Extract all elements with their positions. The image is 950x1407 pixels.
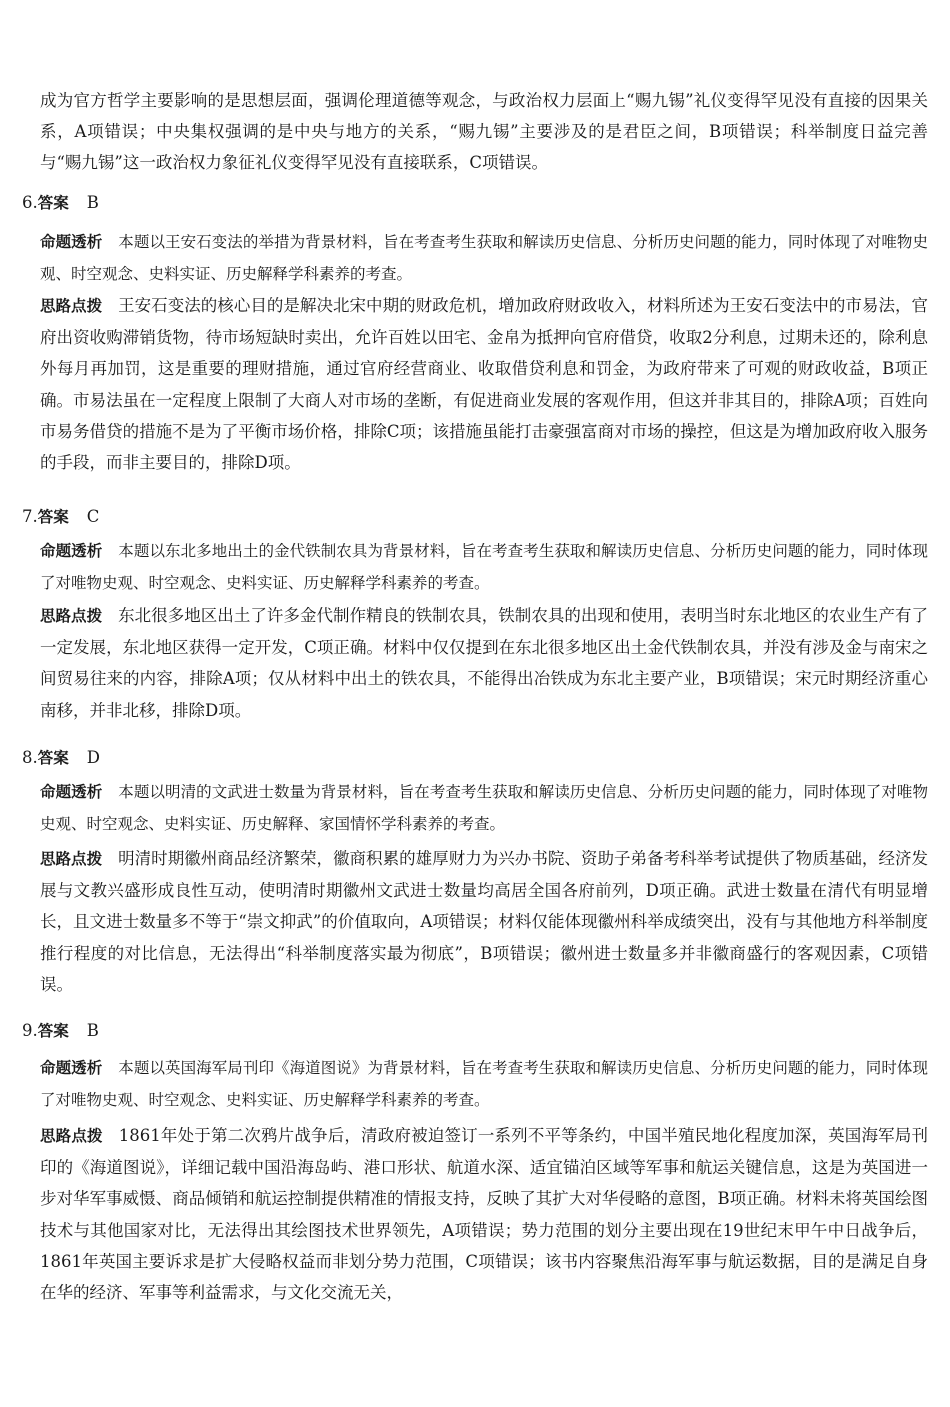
item-number: 9.	[22, 1021, 38, 1040]
analysis-paragraph-8	[40, 776, 928, 840]
analysis-text: 本题以王安石变法的举措为背景材料，旨在考查考生获取和解读历史信息、分析历史问题的能力，同时体现了对唯物史观、时空观念、史料实证、历史解释学科素养的考查。	[40, 233, 928, 284]
answer-line-9	[22, 1015, 99, 1047]
analysis-label: 命题透析	[40, 542, 103, 560]
answer-label: 答案	[37, 1022, 69, 1040]
approach-text: 东北很多地区出土了许多金代制作精良的铁制农具，铁制农具的出现和使用，表明当时东北地区的农业生产有了一定发展，东北地区获得一定开发，C项正确。材料中仅仅提到在东北很多地区出土金代铁制农具，并没有涉及金与南宋之间贸易往来的内容，排除A项；仅从材料中出土的铁农具，不能得出冶铁成为东北主要产业，B项错误；宋元时期经济重心南移，并非北移，排除D项。	[40, 606, 928, 720]
answer-line-7	[22, 501, 99, 533]
analysis-paragraph-6	[40, 226, 928, 290]
approach-label: 思路点拨	[40, 297, 103, 315]
analysis-label: 命题透析	[40, 1059, 103, 1077]
answer-label: 答案	[37, 194, 69, 212]
approach-label: 思路点拨	[40, 850, 103, 868]
answer-value: B	[86, 1021, 99, 1040]
approach-paragraph-7	[40, 600, 928, 726]
item-number: 7.	[22, 507, 38, 526]
analysis-text: 本题以明清的文武进士数量为背景材料，旨在考查考生获取和解读历史信息、分析历史问题的能力，同时体现了对唯物史观、时空观念、史料实证、历史解释、家国情怀学科素养的考查。	[40, 783, 928, 834]
approach-label: 思路点拨	[40, 607, 103, 625]
answer-value: D	[86, 748, 100, 767]
approach-paragraph-9	[40, 1120, 928, 1308]
analysis-text: 本题以东北多地出土的金代铁制农具为背景材料，旨在考查考生获取和解读历史信息、分析历史问题的能力，同时体现了对唯物史观、时空观念、史料实证、历史解释学科素养的考查。	[40, 542, 928, 593]
approach-paragraph-8	[40, 843, 928, 1000]
analysis-text: 本题以英国海军局刊印《海道图说》为背景材料，旨在考查考生获取和解读历史信息、分析历史问题的能力，同时体现了对唯物史观、时空观念、史料实证、历史解释学科素养的考查。	[40, 1059, 928, 1110]
analysis-label: 命题透析	[40, 233, 103, 251]
item-number: 6.	[22, 193, 38, 212]
answer-label: 答案	[37, 508, 69, 526]
lead-paragraph: 成为官方哲学主要影响的是思想层面，强调伦理道德等观念，与政治权力层面上“赐九锡”礼仪变得罕见没有直接的因果关系，A项错误；中央集权强调的是中央与地方的关系，“赐九锡”主要涉及的是君臣之间，B项错误；科举制度日益完善与“赐九锡”这一政治权力象征礼仪变得罕见没有直接联系，C项错误。	[40, 91, 928, 173]
approach-text: 1861年处于第二次鸦片战争后，清政府被迫签订一系列不平等条约，中国半殖民地化程度加深，英国海军局刊印的《海道图说》，详细记载中国沿海岛屿、港口形状、航道水深、适宜锚泊区域等军事和航运关键信息，这是为英国进一步对华军事威慑、商品倾销和航运控制提供精准的情报支持，反映了其扩大对华侵略的意图，B项正确。材料未将英国绘图技术与其他国家对比，无法得出其绘图技术世界领先，A项错误；势力范围的划分主要出现在19世纪末甲午中日战争后，1861年英国主要诉求是扩大侵略权益而非划分势力范围，C项错误；该书内容聚焦沿海军事与航运数据，目的是满足自身在华的经济、军事等利益需求，与文化交流无关，	[40, 1126, 928, 1303]
approach-label: 思路点拨	[40, 1127, 103, 1145]
analysis-label: 命题透析	[40, 783, 103, 801]
item-number: 8.	[22, 748, 38, 767]
answer-value: C	[86, 507, 100, 526]
answer-line-8	[22, 742, 100, 774]
approach-text: 王安石变法的核心目的是解决北宋中期的财政危机，增加政府财政收入，材料所述为王安石变法中的市易法，官府出资收购滞销货物，待市场短缺时卖出，允许百姓以田宅、金帛为抵押向官府借贷，收取2分利息，过期未还的，除利息外每月再加罚，这是重要的理财措施，通过官府经营商业、收取借贷利息和罚金，为政府带来了可观的财政收益，B项正确。市易法虽在一定程度上限制了大商人对市场的垄断，有促进商业发展的客观作用，但这并非其目的，排除A项；百姓向市易务借贷的措施不是为了平衡市场价格，排除C项；该措施虽能打击豪强富商对市场的操控，但这是为增加政府收入服务的手段，而非主要目的，排除D项。	[40, 296, 928, 473]
approach-paragraph-6	[40, 290, 928, 478]
answer-line-6	[22, 187, 99, 219]
approach-text: 明清时期徽州商品经济繁荣，徽商积累的雄厚财力为兴办书院、资助子弟备考科举考试提供了物质基础，经济发展与文教兴盛形成良性互动，使明清时期徽州文武进士数量均高居全国各府前列，D项正确。武进士数量在清代有明显增长，且文进士数量多不等于“崇文抑武”的价值取向，A项错误；材料仅能体现徽州科举成绩突出，没有与其他地方科举制度推行程度的对比信息，无法得出“科举制度落实最为彻底”，B项错误；徽州进士数量多并非徽商盛行的客观因素，C项错误。	[40, 849, 928, 994]
analysis-paragraph-7	[40, 535, 928, 599]
analysis-paragraph-9	[40, 1052, 928, 1116]
answer-label: 答案	[37, 749, 69, 767]
answer-value: B	[86, 193, 99, 212]
